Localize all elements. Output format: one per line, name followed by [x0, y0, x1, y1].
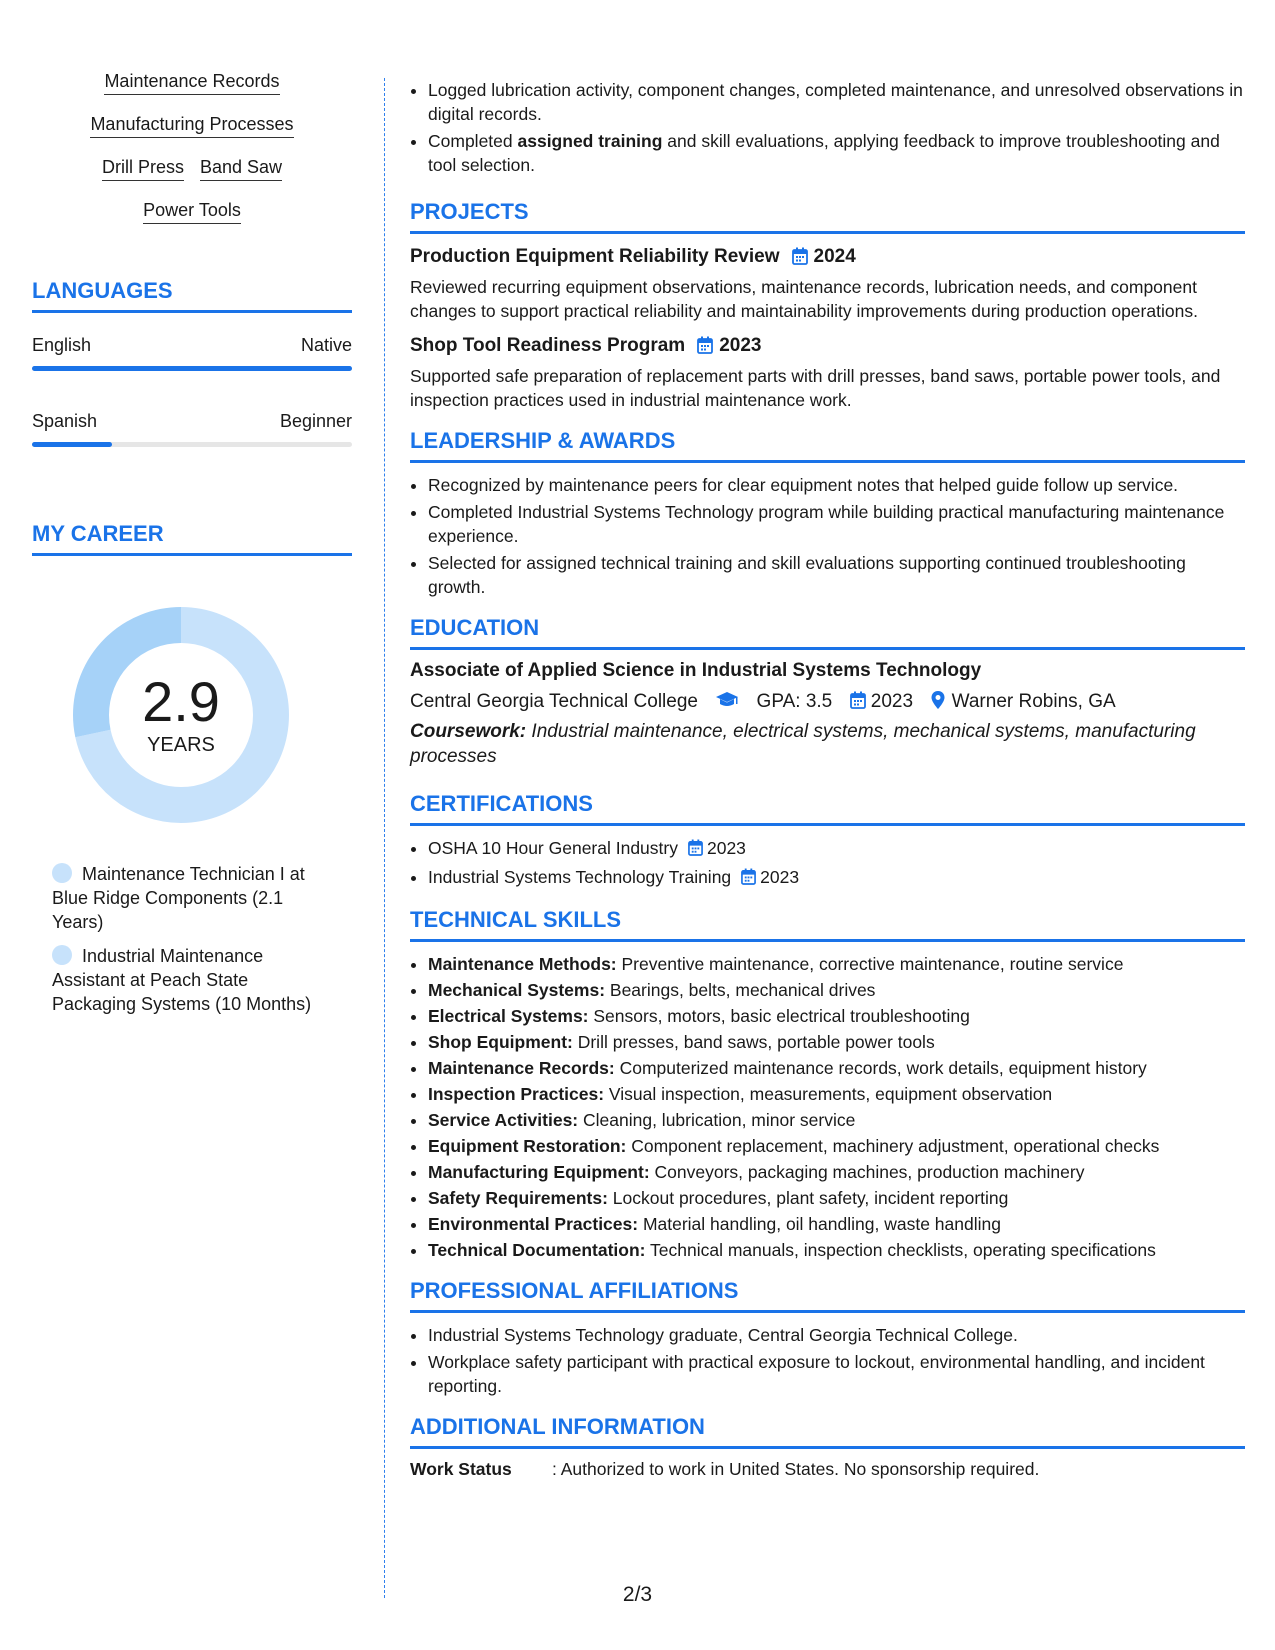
certifications-list	[410, 836, 1245, 891]
education-item	[410, 660, 1245, 769]
page-number: 2/3	[622, 1583, 653, 1606]
legend-item	[52, 944, 332, 1016]
language-proficiency-bar	[32, 442, 352, 447]
bullet-item: • Industrial Systems Technology graduate, Central Georgia Technical College.	[428, 1323, 1245, 1347]
education-year: 2023	[870, 691, 914, 712]
additional-info-title: ADDITIONAL INFORMATION	[410, 1414, 1245, 1449]
skill-item: • Safety Requirements: Lockout procedures, plant safety, incident reporting	[428, 1186, 1245, 1210]
bullet-item: • Selected for assigned technical training and skill evaluations supporting continued troubleshooting growth.	[428, 551, 1245, 599]
experience-bullets	[410, 78, 1245, 177]
calendar-icon	[741, 867, 756, 891]
skill-chip: Drill Press	[102, 156, 184, 181]
skill-item: • Service Activities: Cleaning, lubrication, minor service	[428, 1108, 1245, 1132]
legend-label: Industrial Maintenance Assistant at Peach State Packaging Systems (10 Months)	[52, 946, 312, 1014]
career-total-value: 2.9	[142, 670, 220, 733]
right-column	[410, 78, 1245, 1480]
calendar-icon	[792, 247, 808, 271]
skill-chip: Maintenance Records	[104, 70, 279, 95]
legend-label: Maintenance Technician I at Blue Ridge Components (2.1 Years)	[52, 864, 305, 932]
education-gpa: GPA: 3.5	[756, 691, 833, 712]
certifications-title: CERTIFICATIONS	[410, 791, 1245, 826]
calendar-icon	[850, 691, 866, 712]
skill-item: • Inspection Practices: Visual inspection, measurements, equipment observation	[428, 1082, 1245, 1106]
additional-info-row	[410, 1459, 1245, 1480]
skill-item: • Mechanical Systems: Bearings, belts, mechanical drives	[428, 978, 1245, 1002]
project-item	[410, 335, 1245, 412]
legend-dot	[52, 863, 72, 883]
skill-chip: Manufacturing Processes	[90, 113, 293, 138]
skill-item: • Electrical Systems: Sensors, motors, basic electrical troubleshooting	[428, 1004, 1245, 1028]
column-divider	[384, 78, 385, 1598]
skill-item: • Maintenance Methods: Preventive maintenance, corrective maintenance, routine service	[428, 952, 1245, 976]
bullet-item: • Logged lubrication activity, component changes, completed maintenance, and unresolved observations in digital records.	[428, 78, 1245, 126]
education-school: Central Georgia Technical College	[410, 691, 698, 712]
bullet-item: • Completed Industrial Systems Technology program while building practical manufacturing maintenance experience.	[428, 500, 1245, 548]
project-date: 2023	[719, 335, 762, 356]
language-item	[32, 411, 352, 447]
skill-item: • Equipment Restoration: Component replacement, machinery adjustment, operational checks	[428, 1134, 1245, 1158]
skill-chip: Power Tools	[143, 199, 241, 224]
left-column	[32, 70, 352, 1026]
education-location: Warner Robins, GA	[951, 691, 1116, 712]
graduation-cap-icon	[715, 691, 739, 712]
bullet-item: • Recognized by maintenance peers for clear equipment notes that helped guide follow up service.	[428, 473, 1245, 497]
leadership-list	[410, 473, 1245, 599]
map-pin-icon	[930, 691, 946, 712]
bullet-item: • Completed assigned training and skill evaluations, applying feedback to improve troubleshooting and tool selection.	[428, 129, 1245, 177]
affiliations-title: PROFESSIONAL AFFILIATIONS	[410, 1278, 1245, 1313]
skills-cloud	[32, 70, 352, 224]
legend-item	[52, 862, 332, 934]
education-coursework: Coursework: Industrial maintenance, electrical systems, mechanical systems, manufacturing processes	[410, 721, 1196, 767]
career-total-unit: YEARS	[147, 734, 215, 756]
affiliations-list	[410, 1323, 1245, 1398]
skill-item: • Shop Equipment: Drill presses, band saws, portable power tools	[428, 1030, 1245, 1054]
project-name: Production Equipment Reliability Review	[410, 246, 780, 267]
language-item	[32, 335, 352, 371]
project-item	[410, 246, 1245, 323]
calendar-icon	[697, 336, 713, 360]
additional-info-value: : Authorized to work in United States. No sponsorship required.	[552, 1459, 1040, 1479]
technical-skills-title: TECHNICAL SKILLS	[410, 907, 1245, 942]
education-title: EDUCATION	[410, 615, 1245, 650]
projects-title: PROJECTS	[410, 199, 1245, 234]
legend-dot	[52, 945, 72, 965]
language-proficiency-fill	[32, 442, 112, 447]
skill-item: • Maintenance Records: Computerized maintenance records, work details, equipment history	[428, 1056, 1245, 1080]
project-description: Supported safe preparation of replacement parts with drill presses, band saws, portable power tools, and inspection practices used in industrial maintenance work.	[410, 366, 1221, 410]
project-description: Reviewed recurring equipment observations, maintenance records, lubrication needs, and component changes to support practical reliability and maintainability improvements during production operations.	[410, 277, 1198, 321]
project-name: Shop Tool Readiness Program	[410, 335, 686, 356]
skill-item: • Environmental Practices: Material handling, oil handling, waste handling	[428, 1212, 1245, 1236]
skill-chip: Band Saw	[200, 156, 282, 181]
career-legend	[52, 862, 332, 1016]
language-level: Beginner	[279, 411, 352, 431]
languages-title: LANGUAGES	[32, 278, 352, 313]
technical-skills-list	[410, 952, 1245, 1262]
language-proficiency-fill	[32, 366, 352, 371]
skill-item: • Technical Documentation: Technical manuals, inspection checklists, operating specifications	[428, 1238, 1245, 1262]
calendar-icon	[688, 838, 703, 862]
language-name: English	[32, 335, 92, 355]
additional-info-label: Work Status	[410, 1459, 512, 1479]
skill-item: • Manufacturing Equipment: Conveyors, packaging machines, production machinery	[428, 1160, 1245, 1184]
project-date: 2024	[813, 246, 856, 267]
language-proficiency-bar	[32, 366, 352, 371]
leadership-title: LEADERSHIP & AWARDS	[410, 428, 1245, 463]
career-donut-chart	[66, 600, 296, 830]
education-degree: Associate of Applied Science in Industrial Systems Technology	[410, 660, 982, 681]
language-level: Native	[300, 335, 352, 355]
certification-item: • OSHA 10 Hour General Industry 2023	[428, 836, 1245, 862]
certification-item: • Industrial Systems Technology Training 2023	[428, 865, 1245, 891]
bullet-item: • Workplace safety participant with practical exposure to lockout, environmental handling, and incident reporting.	[428, 1350, 1245, 1398]
language-name: Spanish	[32, 411, 98, 431]
career-title: MY CAREER	[32, 521, 352, 556]
